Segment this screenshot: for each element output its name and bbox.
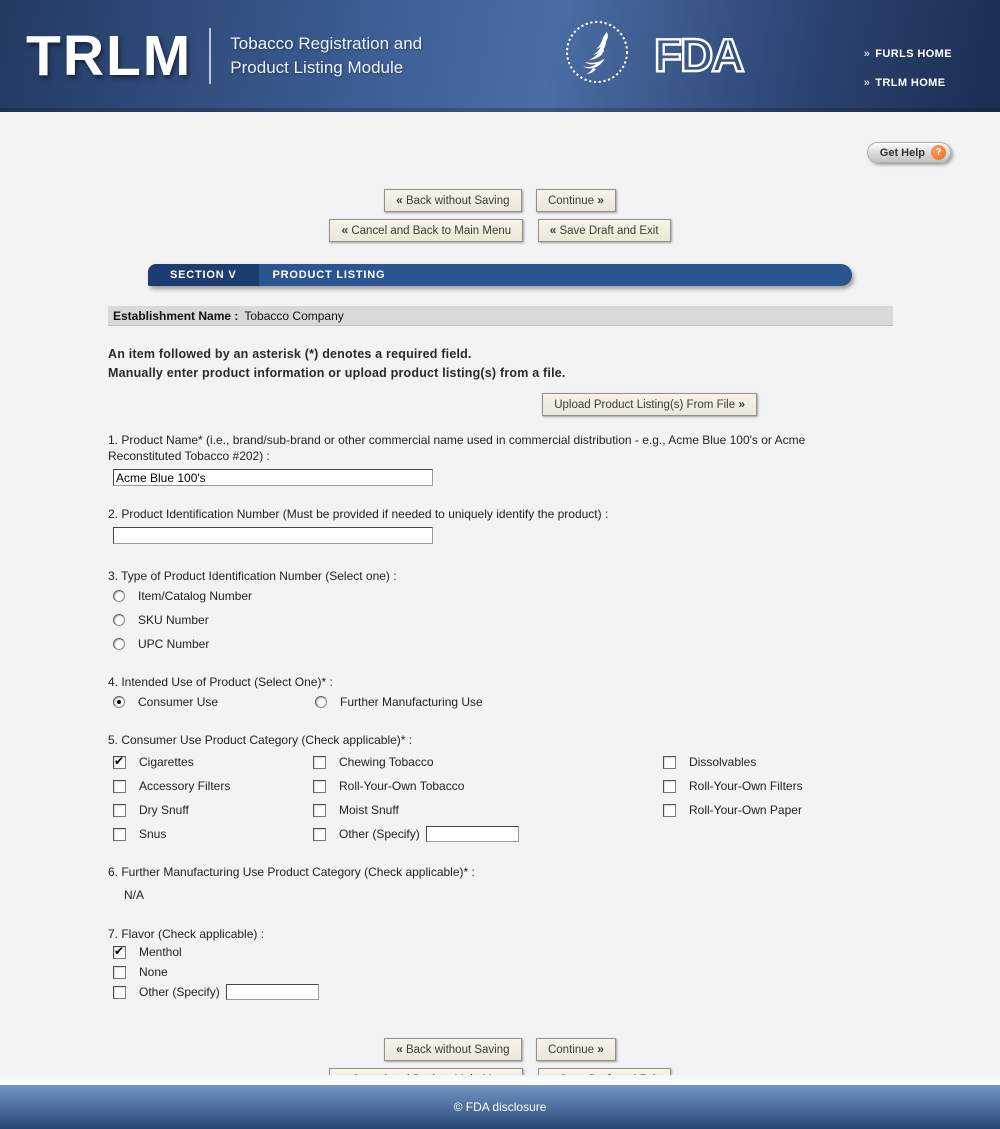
upload-product-listing-button[interactable]: Upload Product Listing(s) From File » — [542, 393, 757, 416]
checkbox-moist-snuff[interactable]: Moist Snuff — [313, 798, 658, 822]
checkbox-roll-your-own-tobacco[interactable]: Roll-Your-Own Tobacco — [313, 774, 658, 798]
footer-divider — [0, 1075, 1000, 1085]
radio-icon[interactable] — [113, 614, 125, 626]
radio-icon[interactable] — [113, 638, 125, 650]
intended-use-label: 4. Intended Use of Product (Select One)* : — [108, 675, 333, 689]
radio-icon[interactable] — [113, 590, 125, 602]
hhs-seal-icon — [563, 18, 631, 91]
id-number-type-label: 3. Type of Product Identification Number (Select one) : — [108, 569, 397, 583]
fda-logo-text: FDA — [654, 29, 743, 81]
question-mark-icon: ? — [931, 145, 946, 160]
other-category-specify-input[interactable] — [426, 826, 519, 842]
instruction-required-field: An item followed by an asterisk (*) denotes a required field. — [108, 347, 472, 361]
form-content — [108, 345, 893, 1002]
radio-icon[interactable] — [113, 696, 125, 708]
checkbox-other-flavor[interactable]: Other (Specify) — [113, 982, 893, 1002]
checkbox-icon[interactable] — [313, 756, 326, 769]
checkbox-icon[interactable] — [113, 756, 126, 769]
section-tab: SECTION V — [148, 264, 259, 286]
continue-button[interactable]: Continue » — [536, 189, 616, 212]
cancel-back-main-menu-button[interactable]: « Cancel and Back to Main Menu — [329, 219, 523, 242]
checkbox-icon[interactable] — [313, 828, 326, 841]
radio-upc-number[interactable]: UPC Number — [113, 632, 893, 656]
get-help-button[interactable] — [867, 142, 951, 163]
section-bar — [148, 264, 852, 286]
consumer-use-category-label: 5. Consumer Use Product Category (Check applicable)* : — [108, 733, 413, 747]
checkbox-icon[interactable] — [663, 756, 676, 769]
radio-further-manufacturing-use[interactable]: Further Manufacturing Use — [315, 690, 483, 714]
product-id-input[interactable] — [113, 527, 433, 544]
checkbox-icon[interactable] — [113, 986, 126, 999]
fda-logo-icon — [652, 28, 748, 87]
field-further-manufacturing-category — [108, 864, 893, 902]
checkbox-dissolvables[interactable]: Dissolvables — [663, 750, 893, 774]
checkbox-icon[interactable] — [113, 804, 126, 817]
establishment-value: Tobacco Company — [244, 308, 344, 323]
checkbox-icon[interactable] — [113, 946, 126, 959]
form-instructions — [108, 345, 893, 383]
logo-divider — [209, 28, 211, 84]
further-manufacturing-category-value: N/A — [124, 888, 145, 902]
field-consumer-use-category — [108, 732, 893, 846]
section-title: PRODUCT LISTING — [272, 269, 386, 281]
app-title — [230, 32, 422, 80]
back-without-saving-button[interactable]: « Back without Saving — [384, 189, 521, 212]
checkbox-cigarettes[interactable]: ✔ Cigarettes — [113, 750, 308, 774]
product-id-label: 2. Product Identification Number (Must be provided if needed to uniquely identify the product) : — [108, 507, 609, 521]
app-title-line2: Product Listing Module — [230, 58, 404, 77]
field-product-name — [108, 432, 893, 486]
checkbox-accessory-filters[interactable]: Accessory Filters — [113, 774, 308, 798]
header-links — [864, 48, 952, 106]
chevron-right-icon: » — [863, 48, 871, 60]
app-header — [0, 0, 1000, 112]
chevron-right-icon: » — [863, 77, 871, 89]
product-name-label: 1. Product Name* (i.e., brand/sub-brand or other commercial name used in commercial distribution - e.g., Acme Blue 100's or Acme Reconstituted Tobacco #202) : — [108, 433, 806, 463]
flavor-label: 7. Flavor (Check applicable) : — [108, 927, 265, 941]
checkbox-icon[interactable] — [113, 966, 126, 979]
checkbox-roll-your-own-paper[interactable]: Roll-Your-Own Paper — [663, 798, 893, 822]
radio-icon[interactable] — [315, 696, 327, 708]
checkbox-icon[interactable] — [313, 804, 326, 817]
checkbox-icon[interactable] — [313, 780, 326, 793]
checkbox-icon[interactable] — [663, 780, 676, 793]
checkbox-icon[interactable] — [663, 804, 676, 817]
field-product-id-number — [108, 506, 893, 544]
other-flavor-specify-input[interactable] — [226, 984, 319, 1000]
checkbox-none-flavor[interactable]: None — [113, 962, 893, 982]
product-name-input[interactable] — [113, 469, 433, 486]
app-title-line1: Tobacco Registration and — [230, 34, 423, 53]
field-flavor — [108, 926, 893, 1002]
establishment-bar — [108, 306, 893, 326]
get-help-label: Get Help — [879, 146, 925, 159]
back-without-saving-button[interactable]: « Back without Saving — [384, 1038, 521, 1061]
checkbox-icon[interactable] — [113, 780, 126, 793]
field-intended-use — [108, 674, 893, 714]
top-nav-buttons — [0, 112, 1000, 242]
continue-button[interactable]: Continue » — [536, 1038, 616, 1061]
checkbox-icon[interactable] — [113, 828, 126, 841]
save-draft-exit-button[interactable]: « Save Draft and Exit — [538, 219, 671, 242]
trlm-logo: TRLM — [26, 24, 193, 88]
checkbox-roll-your-own-filters[interactable]: Roll-Your-Own Filters — [663, 774, 893, 798]
checkbox-other-category[interactable]: Other (Specify) — [313, 822, 658, 846]
checkbox-dry-snuff[interactable]: Dry Snuff — [113, 798, 308, 822]
field-id-number-type — [108, 568, 893, 656]
further-manufacturing-category-label: 6. Further Manufacturing Use Product Category (Check applicable)* : — [108, 865, 475, 879]
page-footer — [0, 1085, 1000, 1129]
checkbox-menthol[interactable]: ✔ Menthol — [113, 942, 893, 962]
instruction-manual-entry: Manually enter product information or upload product listing(s) from a file. — [108, 366, 566, 380]
checkbox-snus[interactable]: Snus — [113, 822, 308, 846]
link-trlm-home[interactable]: » TRLM HOME — [863, 77, 946, 89]
link-furls-home[interactable]: » FURLS HOME — [863, 48, 952, 60]
radio-sku-number[interactable]: SKU Number — [113, 608, 893, 632]
checkbox-chewing-tobacco[interactable]: Chewing Tobacco — [313, 750, 658, 774]
radio-item-catalog-number[interactable]: Item/Catalog Number — [113, 584, 893, 608]
radio-consumer-use[interactable]: Consumer Use — [113, 690, 310, 714]
establishment-label: Establishment Name : — [113, 308, 239, 323]
fda-disclosure-text: © FDA disclosure — [453, 1100, 547, 1114]
